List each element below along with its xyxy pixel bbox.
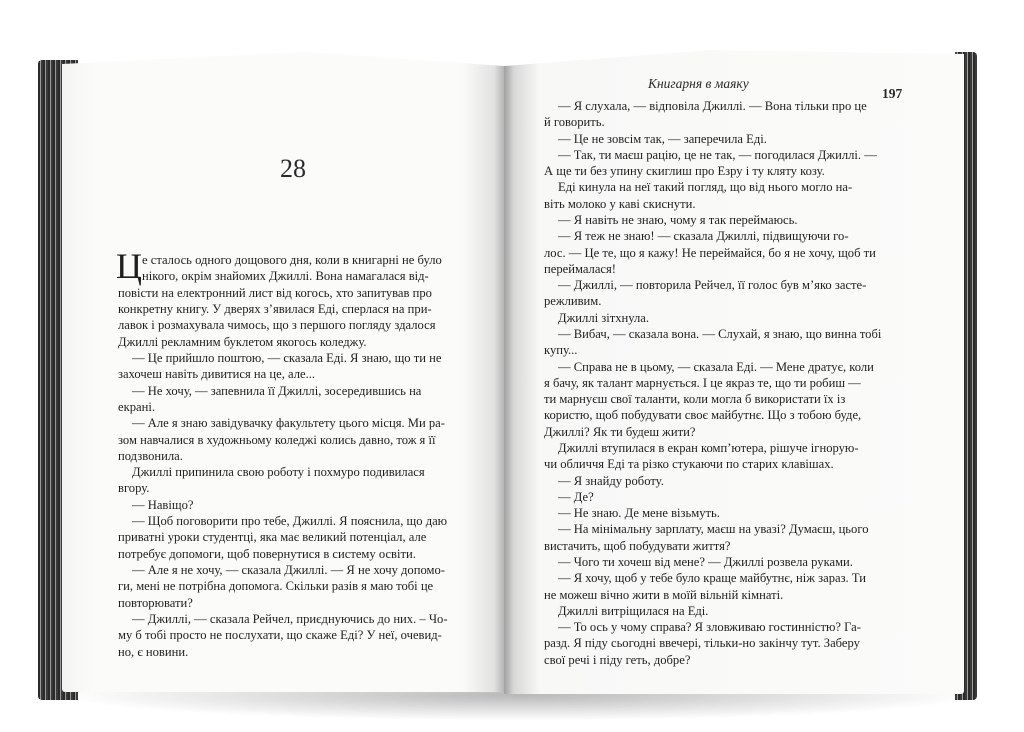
text-line: подзвонила.	[118, 448, 183, 463]
text-line: лавок і розмахувала чимось, що з першого погляду здалося	[118, 318, 436, 333]
text-line: й говорить.	[544, 115, 605, 130]
text-line: е сталось одного дощового дня, коли в книгарні не було	[142, 253, 442, 267]
text-line: — Я знайду роботу.	[558, 473, 664, 488]
text-line: я бачу, як талант марнується. І це якраз те, що ти робиш —	[544, 375, 861, 390]
text-line: Джиллі припинила свою роботу і похмуро подивилася	[132, 465, 425, 480]
text-line: — Але я не хочу, — сказала Джиллі. — Я не хочу допомо-	[132, 563, 445, 578]
text-line: разд. Я піду сьогодні ввечері, тільки-но закінчу тут. Заберу	[544, 636, 860, 651]
text-line: переймалася!	[544, 261, 616, 276]
text-line: — Вибач, — сказала вона. — Слухай, я знаю, що винна тобі	[558, 327, 882, 341]
text-line: му б тобі просто не послухати, що скаже Еді? У неї, очевид-	[118, 628, 442, 643]
text-line: чи обличчя Еді та різко стукаючи по старих клавішах.	[544, 457, 834, 472]
text-line: — Не хочу, — запевнила її Джиллі, зосередившись на	[132, 383, 422, 398]
text-line: — Я хочу, щоб у тебе було краще майбутнє, ніж зараз. Ти	[558, 571, 866, 586]
text-line: Джиллі рекламним буклетом якогось коледжу.	[118, 334, 367, 349]
text-line: повторювати?	[118, 595, 193, 610]
text-line: екрані.	[118, 399, 155, 414]
text-line: вистачить, щоб побудувати життя?	[544, 538, 731, 553]
text-line: — Справа не в цьому, — сказала Еді. — Мене дратує, коли	[558, 359, 874, 374]
text-line: користю, щоб побудувати своє майбутнє. Що з тобою буде,	[544, 408, 862, 423]
text-line: нікого, окрім знайомих Джиллі. Вона намагалася від-	[142, 269, 429, 284]
text-line: — Це прийшло поштою, — сказала Еді. Я знаю, що ти не	[132, 350, 442, 365]
text-line: ги, мені не потрібна допомога. Скільки разів я маю тобі це	[118, 579, 434, 594]
text-line: повісти на електронний лист від когось, хто запитував про	[118, 285, 432, 300]
text-line: зом навчалися в художньому коледжі колись давно, тож я її	[118, 432, 436, 447]
text-line: — Я слухала, — відповіла Джиллі. — Вона тільки про це	[558, 99, 867, 113]
page-number: 197	[882, 86, 903, 101]
text-line: — Я теж не знаю! — сказала Джиллі, підвищуючи го-	[558, 229, 849, 244]
text-line: — Навіщо?	[132, 497, 194, 512]
text-line: — Так, ти маєш рацію, це не так, — погодилася Джиллі. —	[558, 147, 877, 162]
running-head: Книгарня в маяку	[648, 76, 749, 91]
text-line: — Але я знаю завідувачку факультету цього місця. Ми ра-	[132, 416, 445, 431]
text-line: потребує допомоги, щоб повернутися в систему освіти.	[118, 546, 416, 561]
text-line: захочеш навіть дивитися на це, але...	[118, 367, 316, 382]
text-line: — Джиллі, — сказала Рейчел, приєднуючись до них. – Чо-	[132, 612, 448, 627]
text-line: не можеш вічно жити в моїй вільній кімнаті.	[544, 587, 784, 602]
text-line: свої речі і піду геть, добре?	[544, 652, 691, 667]
text-line: А ще ти без упину скиглиш про Езру і ту кляту козу.	[544, 164, 825, 179]
drop-cap: Ц	[116, 246, 142, 286]
text-line: — Щоб поговорити про тебе, Джиллі. Я пояснила, що даю	[132, 514, 448, 529]
text-line: но, є новини.	[118, 644, 189, 659]
text-line: конкретну книгу. У дверях з’явилася Еді, сперлася на при-	[118, 301, 432, 316]
text-line: — Це не зовсім так, — заперечила Еді.	[558, 131, 767, 146]
text-line: вгору.	[118, 481, 150, 496]
text-line: режливим.	[544, 294, 602, 309]
text-line: — То ось у чому справа? Я зловживаю гостинністю? Га-	[558, 620, 861, 635]
text-line: — Джиллі, — повторила Рейчел, її голос був м’яко засте-	[558, 278, 867, 293]
text-line: купу...	[544, 343, 578, 358]
text-line: — Де?	[558, 489, 594, 504]
text-line: — Чого ти хочеш від мене? — Джиллі розвела руками.	[558, 555, 853, 569]
text-line: Джиллі зітхнула.	[558, 310, 650, 325]
text-line: Джиллі? Як ти будеш жити?	[544, 424, 696, 439]
text-line: лос. — Це те, що я кажу! Не переймайся, бо я не хочу, щоб ти	[544, 245, 876, 260]
text-line: Джиллі витріщилася на Еді.	[558, 603, 709, 618]
text-line: ти марнуєш свої таланти, коли могла б використати їх із	[544, 392, 846, 407]
chapter-number: 28	[280, 154, 306, 183]
text-line: — На мінімальну зарплату, маєш на увазі? Думаєш, цього	[558, 522, 869, 537]
text-line: Джиллі втупилася в екран комп’ютера, рішуче ігнорую-	[558, 441, 859, 455]
text-line: приватні уроки студентці, яка має великий потенціал, але	[118, 530, 427, 545]
text-line: віть молоко у каві скиснути.	[544, 196, 696, 211]
text-line: Еді кинула на неї такий погляд, що від нього могло на-	[558, 180, 853, 195]
text-line: — Не знаю. Де мене візьмуть.	[558, 506, 720, 521]
text-line: — Я навіть не знаю, чому я так переймаюсь.	[558, 213, 798, 227]
